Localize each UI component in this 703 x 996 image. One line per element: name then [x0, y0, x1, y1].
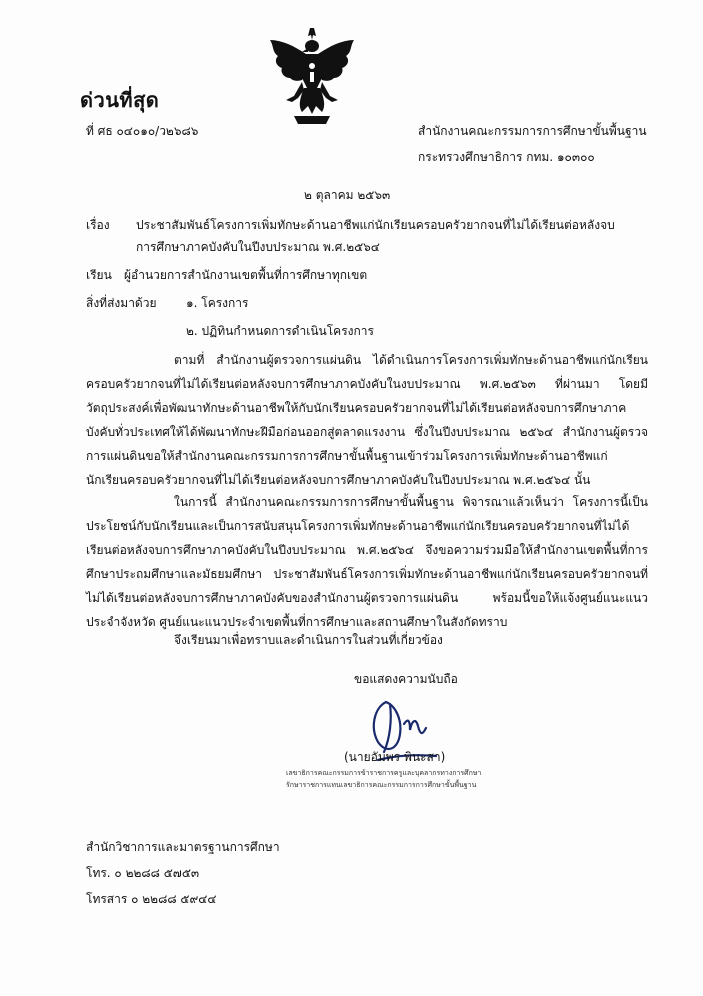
body-paragraph: จึงเรียนมาเพื่อทราบและดำเนินการในส่วนที่เกี่ยวข้อง	[174, 633, 443, 647]
office-name: สำนักงานคณะกรรมการการศึกษาขั้นพื้นฐาน	[418, 124, 647, 138]
signer-title-line-1: เลขาธิการคณะกรรมการข้าราชการครูและบุคลากรทางการศึกษา	[286, 769, 482, 777]
subject-line-1: ประชาสัมพันธ์โครงการเพิ่มทักษะด้านอาชีพแก่นักเรียนครอบครัวยากจนที่ไม่ได้เรียนต่อหลังจบ	[136, 218, 615, 232]
closing-regards: ขอแสดงความนับถือ	[354, 672, 458, 686]
reference-number: ที่ ศธ ๐๔๐๑๐/ว๒๖๘๖	[86, 124, 199, 138]
letter-date: ๒ ตุลาคม ๒๕๖๓	[304, 188, 391, 202]
enclosure-item: ๒. ปฏิทินกำหนดการดำเนินโครงการ	[186, 324, 374, 338]
signer-title-line-2: รักษาราชการแทนเลขาธิการคณะกรรมการการศึกษาขั้นพื้นฐาน	[286, 781, 477, 789]
enclosure-item: ๑. โครงการ	[186, 296, 249, 310]
body-paragraph: ในการนี้ สำนักงานคณะกรรมการการศึกษาขั้นพื้นฐาน พิจารณาแล้วเห็นว่า โครงการนี้เป็นประโยชน์กับนักเรียนและเป็นการสนับสนุนโครงการเพิ่มทักษะด้านอาชีพแก่นักเรียนครอบครัวยากจนที่ไม่ได้เรียนต่อหลังจบการศึกษาภาคบังคับในปีงบประมาณ พ.ศ.๒๕๖๔ จึงขอความร่วมมือให้สำนักงานเขตพื้นที่การศึกษาประถมศึกษาและมัธยมศึกษา ประชาสัมพันธ์โครงการเพิ่มทักษะด้านอาชีพแก่นักเรียนครอบครัวยากจนที่ไม่ได้เรียนต่อหลังจบการศึกษาภาคบังคับของสำนักงานผู้ตรวจการแผ่นดิน พร้อมนี้ขอให้แจ้งศูนย์แนะแนวประจำจังหวัด ศูนย์แนะแนวประจำเขตพื้นที่การศึกษาและสถานศึกษาในสังกัดทราบ	[86, 495, 648, 629]
recipient-label: เรียน	[86, 268, 112, 282]
body-paragraph: ตามที่ สำนักงานผู้ตรวจการแผ่นดิน ได้ดำเนินการโครงการเพิ่มทักษะด้านอาชีพแก่นักเรียนครอบครัวยากจนที่ไม่ได้เรียนต่อหลังจบการศึกษาภาคบังคับในงบประมาณ พ.ศ.๒๕๖๓ ที่ผ่านมา โดยมีวัตถุประสงค์เพื่อพัฒนาทักษะด้านอาชีพให้กับนักเรียนครอบครัวยากจนที่ไม่ได้เรียนต่อหลังจบการศึกษาภาคบังคับทั่วประเทศให้ได้พัฒนาทักษะฝีมือก่อนออกสู่ตลาดแรงงาน ซึ่งในปีงบประมาณ ๒๕๖๔ สำนักงานผู้ตรวจการแผ่นดินขอให้สำนักงานคณะกรรมการการศึกษาขั้นพื้นฐานเข้าร่วมโครงการเพิ่มทักษะด้านอาชีพแก่นักเรียนครอบครัวยากจนที่ไม่ได้เรียนต่อหลังจบการศึกษาภาคบังคับในปีงบประมาณ พ.ศ.๒๕๖๔ นั้น	[86, 353, 648, 487]
office-address: กระทรวงศึกษาธิการ กทม. ๑๐๓๐๐	[418, 150, 595, 164]
fax-number: โทรสาร ๐ ๒๒๘๘ ๕๙๔๔	[86, 892, 217, 906]
garuda-emblem-icon	[264, 26, 360, 128]
urgency-label: ด่วนที่สุด	[80, 88, 160, 112]
enclosures-label: สิ่งที่ส่งมาด้วย	[86, 296, 157, 310]
signer-name: (นายอัมพร พินะสา)	[344, 750, 446, 764]
subject-line-2: การศึกษาภาคบังคับในปีงบประมาณ พ.ศ.๒๕๖๔	[136, 240, 380, 254]
phone-number: โทร. ๐ ๒๒๘๘ ๕๗๕๓	[86, 866, 200, 880]
recipient-text: ผู้อำนวยการสำนักงานเขตพื้นที่การศึกษาทุกเขต	[124, 268, 368, 282]
department-name: สำนักวิชาการและมาตรฐานการศึกษา	[86, 840, 280, 854]
subject-label: เรื่อง	[86, 218, 110, 232]
